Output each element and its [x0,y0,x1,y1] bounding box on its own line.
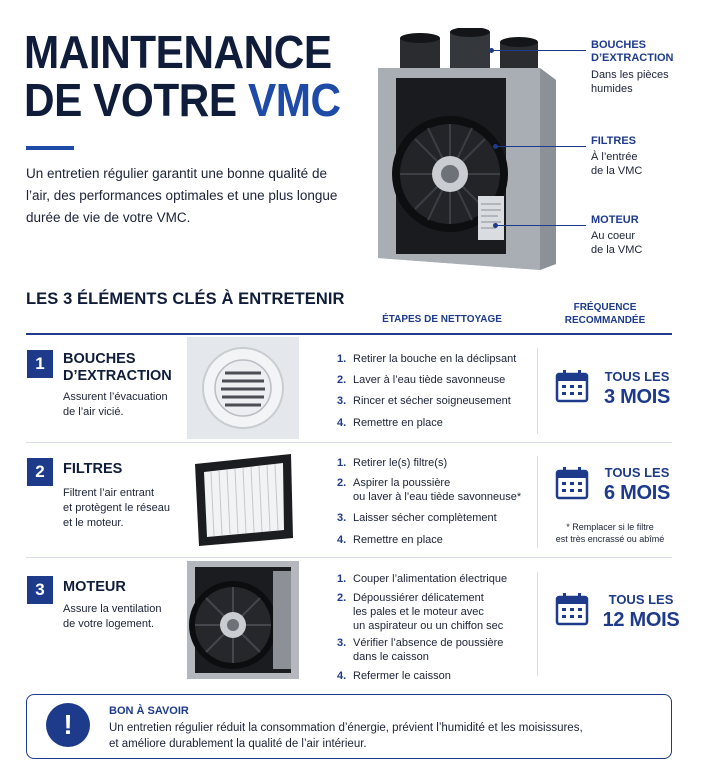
step-number: 2. [337,477,347,489]
callout-leader-moteur [496,225,586,226]
frequency-prefix: TOUS LES [608,592,674,607]
frequency-footnote [548,521,672,545]
row-title-line: MOTEUR [63,579,126,595]
step-number: 3. [337,637,347,649]
frequency-label [600,465,674,505]
calendar-icon [555,369,589,403]
step-text: Remettre en place [353,534,443,546]
callout-text: À l’entrée [591,151,638,163]
row-description-line: Assure la ventilation [63,603,162,615]
row-number-badge: 2 [27,458,53,486]
row-title [63,351,172,385]
step-number: 3. [337,512,347,524]
row-description-line: Assurent l’évacuation [63,391,168,403]
step-text: les pales et le moteur avec [353,606,484,618]
footnote-line: * Remplacer si le filtre [566,522,654,532]
row-description [63,486,170,531]
callout-title: MOTEUR [591,214,639,226]
calendar-icon [555,466,589,500]
step-number: 4. [337,417,347,429]
cleaning-steps-list [337,352,527,432]
page-title [24,28,341,124]
row-divider [26,442,672,443]
step-text: dans le caisson [353,651,429,663]
extraction-vent-icon [187,337,299,439]
row-divider [26,557,672,558]
callout-text: de la VMC [591,244,643,256]
row-description-line: Filtrent l’air entrant [63,487,155,499]
step-number: 2. [337,374,347,386]
callout-text: Dans les pièces [591,69,669,81]
step-text: ou laver à l’eau tiède savonneuse* [353,491,522,503]
step-text: Retirer le(s) filtre(s) [353,457,448,469]
step-number: 1. [337,353,347,365]
column-divider [537,456,538,548]
row-number-badge: 1 [27,350,53,378]
frequency-label [600,592,682,632]
motor-photo [187,561,299,679]
step-text: Aspirer la poussière [353,477,451,489]
title-underline [26,146,74,150]
callout-title: BOUCHES [591,39,647,51]
callout-title: FILTRES [591,135,637,147]
row-description-line: et le moteur. [63,517,124,529]
callout-bouches [591,39,674,96]
column-header-frequency-line1: FRÉQUENCE [573,302,637,313]
step-text: Laver à l’eau tiède savonneuse [353,374,506,386]
callout-text: de la VMC [591,165,643,177]
footnote-line: est très encrassé ou abîmé [555,534,665,544]
vmc-unit-illustration [370,28,560,278]
step-text: Couper l’alimentation électrique [353,573,508,585]
section-title: LES 3 ÉLÉMENTS CLÉS À ENTRETENIR [26,290,345,308]
row-title-line: BOUCHES [63,351,136,367]
step-text: Laisser sécher complètement [353,512,497,524]
motor-fan-icon [187,561,299,679]
step-text: Rincer et sécher soigneusement [353,395,511,407]
tip-title: BON À SAVOIR [109,705,189,717]
column-header-frequency [548,301,662,327]
title-line-2-text: DE VOTRE [24,74,248,126]
column-divider [537,572,538,676]
callout-moteur [591,214,642,257]
cleaning-steps-list [337,456,537,548]
callout-dot-moteur [493,223,498,228]
extraction-vent-photo [187,337,299,439]
tip-text-line: et améliore durablement la qualité de l’air intérieur. [109,738,367,750]
callout-filtres [591,135,642,178]
column-header-frequency-line2: RECOMMANDÉE [564,315,646,326]
column-divider [537,348,538,434]
cleaning-steps-list [337,572,537,682]
title-line-2 [24,76,341,124]
row-description-line: et protègent le réseau [63,502,171,514]
table-header-rule [26,333,672,335]
step-text: Dépoussiérer délicatement [353,592,484,604]
filter-icon [187,450,299,550]
step-text: Remettre en place [353,417,443,429]
callout-leader-extraction [492,50,586,51]
row-title [63,579,126,596]
intro-text: Un entretien régulier garantit une bonne qualité de l’air, des performances optimales et une plus longue durée de vie de votre VMC. [26,166,338,225]
frequency-value: 3 MOIS [604,386,670,408]
title-accent: VMC [247,74,341,126]
row-description-line: de votre logement. [63,618,155,630]
row-title [63,461,122,478]
frequency-value: 12 MOIS [602,609,680,631]
column-header-steps: ÉTAPES DE NETTOYAGE [382,314,502,325]
row-description-line: de l’air vicié. [63,406,124,418]
frequency-prefix: TOUS LES [604,465,670,480]
step-number: 4. [337,534,347,546]
row-number-badge: 3 [27,576,53,604]
step-text: Refermer le caisson [353,670,451,682]
tip-text-line: Un entretien régulier réduit la consommation d’énergie, prévient l’humidité et les moisissures, [109,722,583,734]
row-title-line: D’EXTRACTION [63,368,172,384]
step-text: un aspirateur ou un chiffon sec [353,620,504,632]
row-title-line: FILTRES [63,461,123,477]
tip-text [109,720,649,752]
step-number: 1. [337,457,347,469]
callout-dot-filtres [493,144,498,149]
callout-text: Au coeur [591,230,636,242]
step-text: Vérifier l’absence de poussière [353,637,504,649]
calendar-icon [555,592,589,626]
frequency-label [600,369,674,409]
step-number: 3. [337,395,347,407]
exclamation-icon: ! [46,703,90,747]
row-description [63,602,161,632]
step-number: 2. [337,592,347,604]
filter-photo [187,450,299,550]
step-number: 4. [337,670,347,682]
callout-title: D’EXTRACTION [591,52,674,64]
frequency-prefix: TOUS LES [604,369,670,384]
step-number: 1. [337,573,347,585]
callout-text: humides [591,83,633,95]
callout-dot-extraction [489,48,494,53]
row-description [63,390,168,420]
frequency-value: 6 MOIS [604,482,670,504]
step-text: Retirer la bouche en la déclipsant [353,353,517,365]
title-line-1: MAINTENANCE [24,26,332,78]
callout-leader-filtres [496,146,586,147]
